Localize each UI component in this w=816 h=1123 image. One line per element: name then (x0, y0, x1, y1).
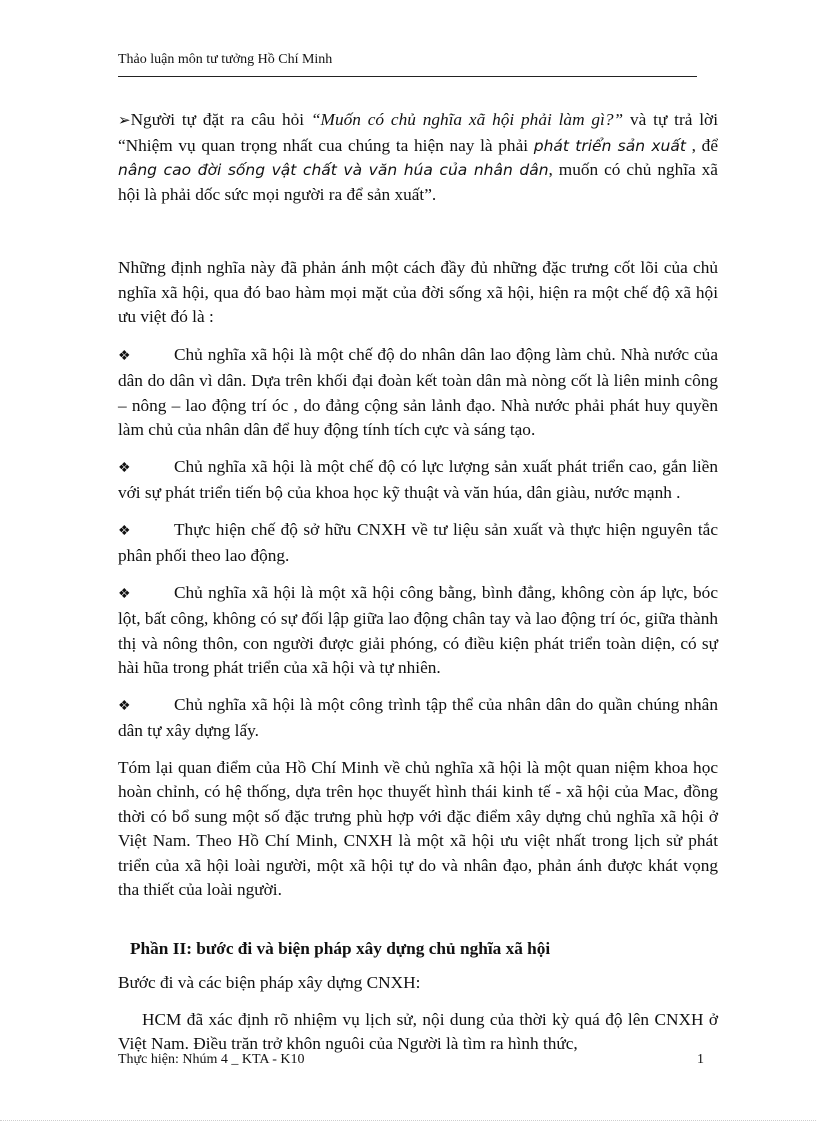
intro-phrase-living: nâng cao đời sống vật chất và văn húa của nhân dân (118, 161, 549, 179)
summary-paragraph: Tóm lại quan điểm của Hồ Chí Minh về chủ nghĩa xã hội là một quan niệm khoa học hoàn chỉnh, có hệ thống, dựa trên học thuyết hình thái kinh tế - xã hội của Mac, đồng thời có bổ sung một số đặc trưng phù hợp với đặc điểm xây dựng chủ nghĩa xã hội ở Việt Nam. Theo Hồ Chí Minh, CNXH là một xã hội ưu việt nhất trong lịch sử phát triển của xã hội loài người, một xã hội tự do và nhân đạo, phản ánh được khát vọng tha thiết của loài người. (118, 757, 718, 899)
intro-phrase-production: phát triển sản xuất (533, 136, 686, 155)
list-item-text: Thực hiện chế độ sở hữu CNXH về tư liệu sản xuất và thực hiện nguyên tắc phân phối theo lao động. (118, 519, 718, 565)
list-item-text: Chủ nghĩa xã hội là một công trình tập thể của nhân dân do quần chúng nhân dân tự xây dựng lấy. (118, 694, 718, 740)
list-item-text: Chủ nghĩa xã hội là một chế độ có lực lượng sản xuất phát triển cao, gắn liền với sự phát triển tiến bộ của khoa học kỹ thuật và văn húa, dân giàu, nước mạnh . (118, 456, 718, 502)
section-paragraph: HCM đã xác định rõ nhiệm vụ lịch sử, nội dung của thời kỳ quá độ lên CNXH ở Việt Nam. Điều trăn trở khôn nguôi của Người là tìm ra hình thức, (118, 1009, 718, 1053)
list-item (118, 518, 718, 569)
intro-text-2: và tự trả lời “Nhiệm vụ quan trọng nhất cua chúng ta hiện nay là phải (118, 110, 718, 155)
page-number: 1 (697, 1052, 704, 1067)
list-item (118, 693, 718, 744)
definitions-paragraph: Những định nghĩa này đã phản ánh một cách đầy đủ những đặc trưng cốt lõi của chủ nghĩa xã hội, qua đó bao hàm mọi mặt của đời sống xã hội, hiện ra một chế độ xã hội ưu việt đó là : (118, 258, 718, 326)
diamond-bullet-icon: ❖ (118, 460, 131, 476)
intro-text-1: Người tự đặt ra câu hỏi (130, 110, 311, 129)
list-item (118, 455, 718, 506)
list-item-text: Chủ nghĩa xã hội là một xã hội công bằng, bình đẳng, không còn áp lực, bóc lột, bất công, không có sự đối lập giữa lao động chân tay và lao động trí óc, giữa thành thị và nông thôn, con người được giải phóng, có điều kiện phát triển toàn diện, có sự hài hũa trong phát triển của xã hội và tự nhiên. (118, 582, 718, 677)
diamond-bullet-icon: ❖ (118, 586, 131, 602)
list-item-text: Chủ nghĩa xã hội là một chế độ do nhân dân lao động làm chủ. Nhà nước của dân do dân vì dân. Dựa trên khối đại đoàn kết toàn dân mà nòng cốt là liên minh công – nông – lao động trí óc , do đảng cộng sản lảnh đạo. Nhà nước phải phát huy quyền làm chủ của nhân dân để huy động tính tích cực và sáng tạo. (118, 344, 718, 439)
list-item (118, 581, 718, 681)
page-header: Thảo luận môn tư tưởng Hồ Chí Minh (118, 52, 333, 67)
section-heading: Phần II: bước đi và biện pháp xây dựng chủ nghĩa xã hội (130, 938, 551, 958)
intro-text-3: , để (685, 135, 718, 155)
diamond-bullet-icon: ❖ (118, 523, 131, 539)
page-bottom-edge (0, 1120, 816, 1121)
diamond-bullet-icon: ❖ (118, 698, 131, 714)
diamond-bullet-icon: ❖ (118, 348, 131, 364)
intro-text-4: , muốn có chủ nghĩa xã hội là phải dốc sức mọi người ra để sản xuất”. (118, 160, 718, 204)
list-item (118, 343, 718, 443)
intro-paragraph (118, 108, 718, 207)
section-subheading: Bước đi và các biện pháp xây dựng CNXH: (118, 973, 421, 992)
page-footer: Thực hiện: Nhúm 4 _ KTA - K10 (118, 1052, 305, 1067)
document-body (118, 108, 718, 1057)
header-divider (118, 76, 697, 77)
intro-question: “Muốn có chủ nghĩa xã hội phải làm gì?” (310, 110, 624, 129)
arrow-bullet-icon: ➢ (118, 113, 131, 129)
